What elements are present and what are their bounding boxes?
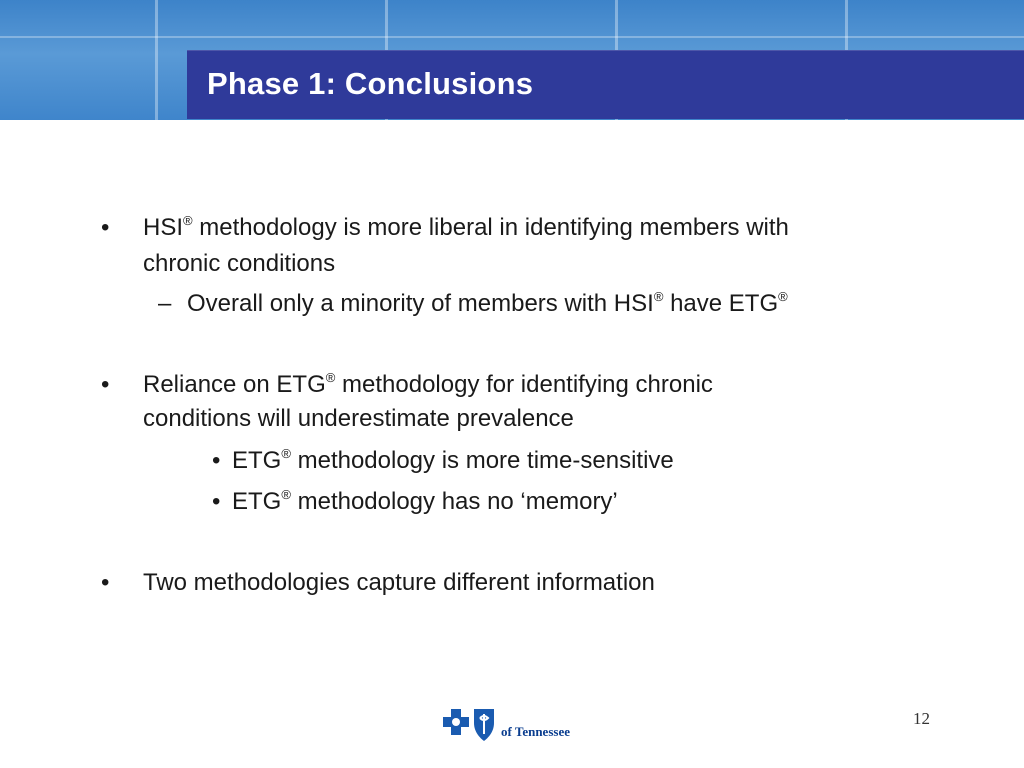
- bullet-1-text-a: HSI: [143, 214, 184, 241]
- bullet-2-line-2: conditions will underestimate prevalence: [143, 405, 574, 432]
- sub-bullet-marker: –: [158, 290, 172, 317]
- cross-shield-icon: [443, 707, 499, 743]
- bullet-2-text-a: Reliance on ETG: [143, 371, 326, 398]
- bullet-2-text-b: methodology for identifying chronic: [335, 371, 713, 398]
- sub-bullet-marker: •: [212, 447, 221, 474]
- registered-mark: ®: [183, 213, 193, 228]
- bcbs-logo: [443, 707, 583, 743]
- page-number: 12: [913, 709, 930, 728]
- sub-text-b: have ETG: [663, 290, 779, 317]
- sub-text-a: ETG: [232, 447, 282, 474]
- registered-mark: ®: [281, 487, 291, 502]
- sub-text-b: methodology is more time-sensitive: [290, 447, 674, 474]
- bullet-1-sub-1: [187, 290, 788, 318]
- sub-text-a: Overall only a minority of members with HSI: [187, 290, 654, 317]
- sub-text-a: ETG: [232, 488, 282, 515]
- registered-mark: ®: [778, 289, 788, 304]
- bullet-marker: •: [101, 214, 110, 241]
- bullet-marker: •: [101, 371, 110, 398]
- registered-mark: ®: [325, 370, 336, 385]
- bullet-2-line-1: [143, 371, 713, 399]
- sub-text-b: methodology has no ‘memory’: [290, 488, 618, 515]
- bullet-3-line-1: Two methodologies capture different information: [143, 569, 655, 596]
- bullet-1-line-2: chronic conditions: [143, 250, 336, 277]
- bullet-1-text-b: methodology is more liberal in identifying members with: [192, 214, 789, 241]
- bullet-2-sub-2: [232, 488, 618, 516]
- bullet-1-line-1: [143, 214, 789, 242]
- logo-text: of Tennessee: [501, 724, 570, 739]
- registered-mark: ®: [653, 289, 664, 304]
- bullet-2-sub-1: [232, 447, 674, 475]
- sub-bullet-marker: •: [212, 488, 221, 515]
- registered-mark: ®: [281, 446, 291, 461]
- slide-title: Phase 1: Conclusions: [207, 66, 534, 101]
- bullet-marker: •: [101, 569, 110, 596]
